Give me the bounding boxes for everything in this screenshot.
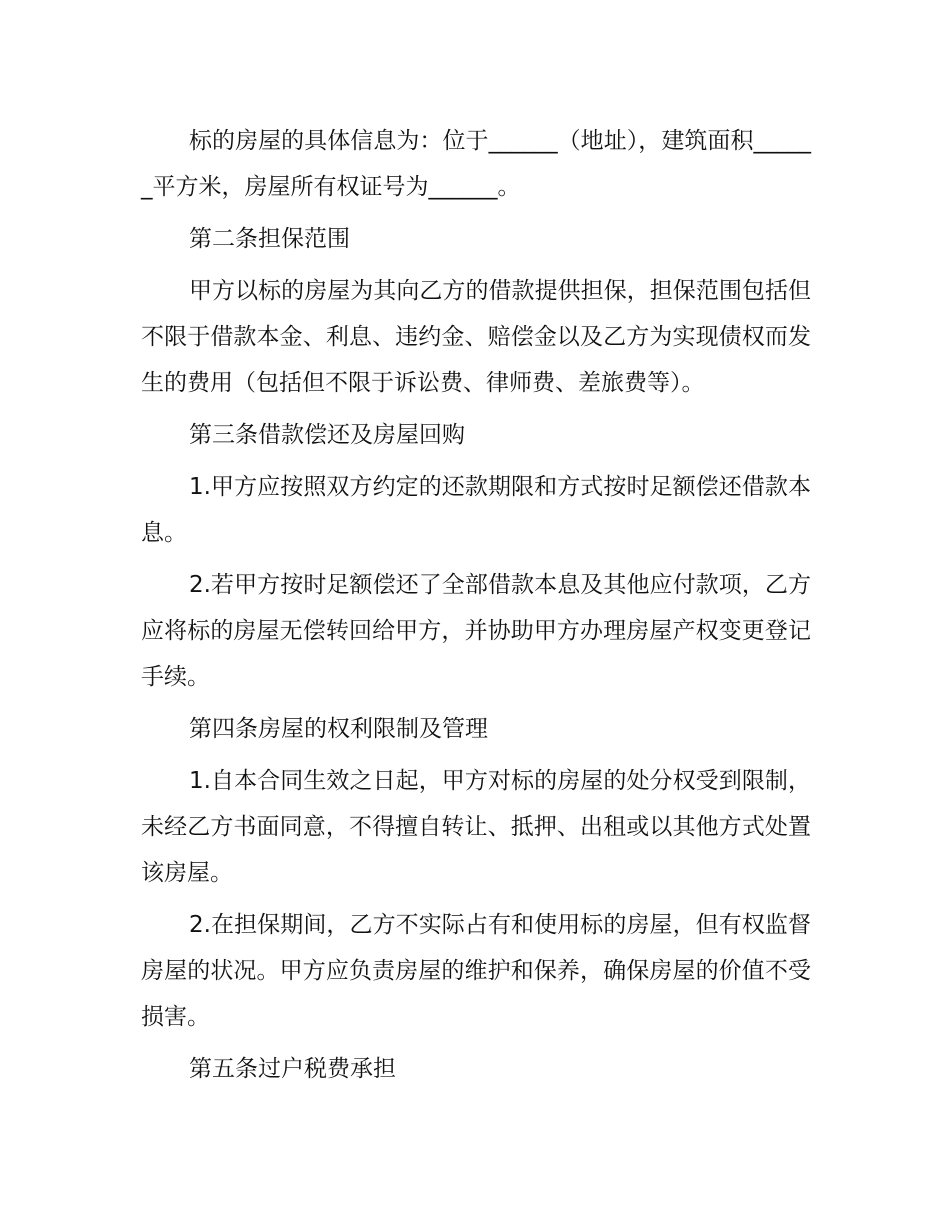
property-info-paragraph: 标的房屋的具体信息为：位于______（地址），建筑面积______平方米，房屋所有权证号为______。: [141, 128, 811, 200]
document-page: [141, 118, 811, 1098]
repayment-clause-1: 1.甲方应按照双方约定的还款期限和方式按时足额偿还借款本息。: [141, 474, 811, 546]
restriction-clause-2: 2.在担保期间，乙方不实际占有和使用标的房屋，但有权监督房屋的状况。甲方应负责房屋的维护和保养，确保房屋的价值不受损害。: [141, 912, 811, 1030]
article-3-heading: 第三条借款偿还及房屋回购: [189, 422, 465, 448]
article-4-heading: 第四条房屋的权利限制及管理: [189, 716, 488, 742]
article-2-heading: 第二条担保范围: [189, 226, 350, 252]
article-5-heading: 第五条过户税费承担: [189, 1056, 396, 1082]
repayment-clause-2: 2.若甲方按时足额偿还了全部借款本息及其他应付款项，乙方应将标的房屋无偿转回给甲方，并协助甲方办理房屋产权变更登记手续。: [141, 572, 811, 690]
restriction-clause-1: 1.自本合同生效之日起，甲方对标的房屋的处分权受到限制，未经乙方书面同意，不得擅自转让、抵押、出租或以其他方式处置该房屋。: [141, 768, 811, 886]
guarantee-scope-paragraph: 甲方以标的房屋为其向乙方的借款提供担保，担保范围包括但不限于借款本金、利息、违约金、赔偿金以及乙方为实现债权而发生的费用（包括但不限于诉讼费、律师费、差旅费等）。: [141, 278, 811, 396]
